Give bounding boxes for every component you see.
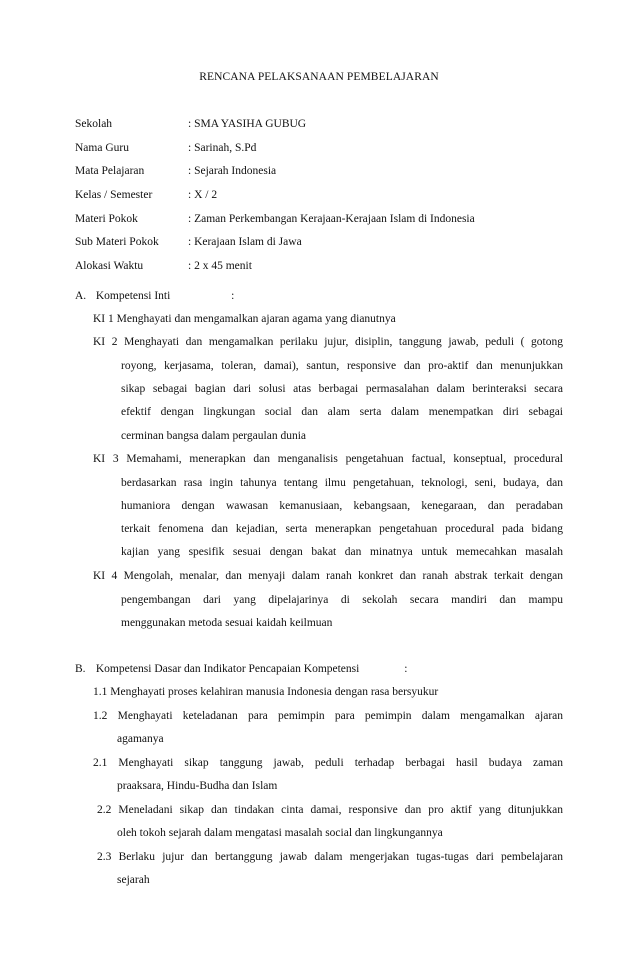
ki-4-line: KI 4 Mengolah, menalar, dan menyaji dalam ranah konkret dan ranah abstrak terkait dengan xyxy=(93,570,563,582)
info-label: Nama Guru xyxy=(75,141,129,154)
section-title: Kompetensi Dasar dan Indikator Pencapaian Kompetensi xyxy=(95,663,360,675)
ki-3-line: berdasarkan rasa ingin tahunya tentang ilmu pengetahuan, teknologi, seni, budaya, dan xyxy=(121,476,563,489)
section-colon: : xyxy=(404,663,408,675)
kd-1-2 xyxy=(93,710,563,733)
info-value: : Kerajaan Islam di Jawa xyxy=(188,236,302,249)
kd-2-3 xyxy=(97,851,563,874)
section-b-heading xyxy=(75,663,407,675)
kd-1-1: 1.1 Menghayati proses kelahiran manusia Indonesia dengan rasa bersyukur xyxy=(93,686,439,698)
kd-2-3-line: 2.3 Berlaku jujur dan bertanggung jawab dalam mengerjakan tugas-tugas dari pembelajaran xyxy=(97,850,563,863)
info-label: Alokasi Waktu xyxy=(75,260,144,273)
ki-3-line: terkait fenomena dan kejadian, serta menerapkan pengetahuan procedural pada bidang xyxy=(121,523,563,536)
kd-1-2-line: 1.2 Menghayati keteladanan para pemimpin para pemimpin dalam mengamalkan ajaran xyxy=(93,709,563,722)
ki-3-line: kajian yang spesifik sesuai dengan bakat dan minatnya untuk memecahkan masalah xyxy=(121,546,563,559)
ki-2 xyxy=(93,336,563,359)
info-value: : Zaman Perkembangan Kerajaan-Kerajaan Islam di Indonesia xyxy=(188,212,475,225)
info-value: : Sejarah Indonesia xyxy=(188,165,277,178)
ki-4-line: pengembangan dari yang dipelajarinya di sekolah secara mandiri dan mampu xyxy=(121,593,563,606)
section-colon: : xyxy=(231,290,235,302)
section-a-heading xyxy=(75,290,234,302)
info-value: : X / 2 xyxy=(188,189,218,202)
ki-2-line: efektif dengan lingkungan social dan alam serta dalam menempatkan diri sebagai xyxy=(121,406,563,419)
ki-2-line: sikap sebagai bagian dari solusi atas berbagai permasalahan dalam berinteraksi secara xyxy=(121,382,563,395)
ki-2-line: royong, kerjasama, toleran, damai), santun, responsive dan pro-aktif dan menunjukkan xyxy=(121,359,563,372)
info-value: : 2 x 45 menit xyxy=(188,260,252,273)
ki-3 xyxy=(93,453,563,476)
info-label: Materi Pokok xyxy=(75,212,138,225)
ki-2-line-last: cerminan bangsa dalam pergaulan dunia xyxy=(121,429,306,442)
info-value: : SMA YASIHA GUBUG xyxy=(188,118,307,130)
kd-2-2-line: 2.2 Meneladani sikap dan tindakan cinta damai, responsive dan pro aktif yang ditunjukkan xyxy=(97,803,563,816)
kd-2-1-line: 2.1 Menghayati sikap tanggung jawab, peduli terhadap berbagai hasil budaya zaman xyxy=(93,756,563,769)
kd-2-2 xyxy=(97,804,563,827)
info-label: Kelas / Semester xyxy=(75,189,153,202)
kd-1-2-line-last: agamanya xyxy=(117,733,164,745)
info-value: : Sarinah, S.Pd xyxy=(188,141,257,154)
ki-3-line: humaniora dengan wawasan kemanusiaan, kebangsaan, kenegaraan, dan peradaban xyxy=(121,499,563,512)
info-label: Sub Materi Pokok xyxy=(75,236,159,249)
info-label: Sekolah xyxy=(75,118,113,130)
kd-2-3-line-last: sejarah xyxy=(117,874,150,886)
ki-4-line-last: menggunakan metoda sesuai kaidah keilmuan xyxy=(121,617,333,629)
kd-2-1 xyxy=(93,757,563,780)
section-title: Kompetensi Inti xyxy=(95,290,171,302)
document-title: RENCANA PELAKSANAAN PEMBELAJARAN xyxy=(199,71,439,83)
ki-4-continuation xyxy=(121,594,563,617)
ki-2-line: KI 2 Menghayati dan mengamalkan perilaku jujur, disiplin, tanggung jawab, peduli ( gotong xyxy=(93,336,563,348)
ki-4 xyxy=(93,570,563,593)
kd-2-2-line-last: oleh tokoh sejarah dalam mengatasi masalah social dan lingkungannya xyxy=(117,827,443,839)
ki-2-continuation xyxy=(121,360,563,430)
section-letter: A. xyxy=(75,290,87,302)
ki-3-continuation xyxy=(121,477,563,570)
section-letter: B. xyxy=(75,663,86,675)
info-label: Mata Pelajaran xyxy=(75,165,145,178)
ki-1: KI 1 Menghayati dan mengamalkan ajaran agama yang dianutnya xyxy=(93,313,396,325)
kd-2-1-line-last: praaksara, Hindu-Budha dan Islam xyxy=(117,780,278,792)
ki-3-line: KI 3 Memahami, menerapkan dan menganalisis pengetahuan factual, konseptual, procedural xyxy=(93,453,563,465)
